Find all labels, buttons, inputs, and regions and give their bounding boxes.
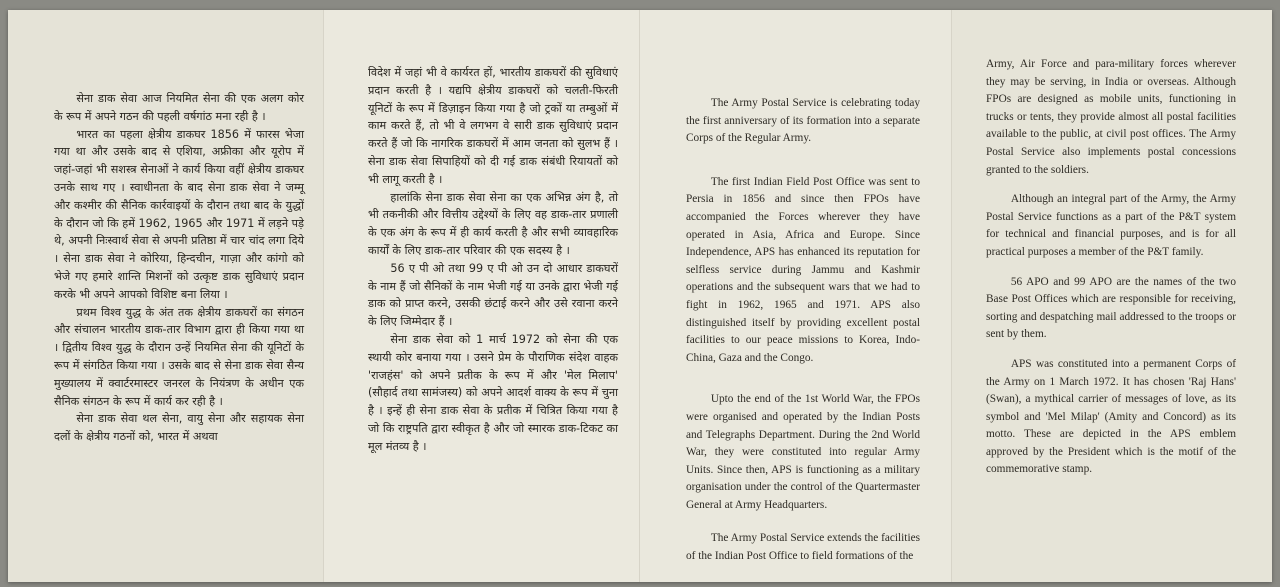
hindi-paragraph-organisation: प्रथम विश्व युद्ध के अंत तक क्षेत्रीय डाकघरों का संगठन और संचालन भारतीय डाक-तार विभाग द्वारा ही किया गया था । द्वितीय विश्व युद्ध के दौरान उन्हें नियमित सेना की यूनिटों के रूप में संगठित किया गया । उसके बाद से सेना डाक सेवा सैन्य मुख्यालय में क्वार्टरमास्टर जनरल के नियंत्रण के अधीन एक सैनिक संगठन के रूप में कार्य कर रही है । bbox=[54, 305, 304, 408]
panel-english-right bbox=[952, 10, 1272, 582]
hindi-paragraph-base-offices: 56 ए पी ओ तथा 99 ए पी ओ उन दो आधार डाकघरों के नाम हैं जो सैनिकों के नाम भेजी गई या उनके द्वारा भेजी गई डाक को प्राप्त करने, उसकी छंटाई करने और उसे रवाना करने के लिए जिम्मेदार हैं । bbox=[368, 261, 618, 329]
english-paragraph-anniversary: The Army Postal Service is celebrating today the first anniversary of its formation into a separate Corps of the Regular Army. bbox=[686, 97, 920, 145]
english-paragraph-history: The first Indian Field Post Office was sent to Persia in 1856 and since then FPOs have accompanied the Forces wherever they have operated in Asia, Africa and Europe. Since Independence, APS has enhanced its reputation for selfless service during Jammu and Kashmir operations and the subsequent wars that we had to fight in 1962, 1965 and 1971. APS also distinguished itself by providing excellent postal facilities to our peace missions to Korea, Indo-China, Gaza and the Congo. bbox=[686, 175, 920, 364]
english-paragraph-services-start: The Army Postal Service extends the facilities of the Indian Post Office to field formations of the bbox=[686, 532, 920, 563]
panel-english-left bbox=[640, 10, 952, 582]
english-paragraph-base-offices: 56 APO and 99 APO are the names of the two Base Post Offices which are responsible for receiving, sorting and despatching mail addressed to the troops or sent by them. bbox=[986, 275, 1236, 341]
english-paragraph-organisation: Upto the end of the 1st World War, the FPOs were organised and operated by the Indian Posts and Telegraphs Department. During the 2nd World War, they were constituted into regular Army Units. Since then, APS is functioning as a military organisation under the control of the Quartermaster General at Army Headquarters. bbox=[686, 393, 920, 511]
hindi-paragraph-anniversary: सेना डाक सेवा आज नियमित सेना की एक अलग कोर के रूप में अपने गठन की पहली वर्षगांठ मना रही है । bbox=[54, 92, 304, 123]
english-text-block-2 bbox=[986, 56, 1236, 491]
panel-hindi-right bbox=[324, 10, 640, 582]
hindi-paragraph-services-cont: विदेश में जहां भी वे कार्यरत हों, भारतीय डाकघरों की सुविधाएं प्रदान करती है । यद्यपि क्षेत्रीय डाकघरों को चलती-फिरती यूनिटों के रूप में डिज़ाइन किया गया है जो ट्रकों या तम्बुओं में काम करते हैं, तो भी वे लगभग वे सारी डाक सुविधाएं प्रदान करते हैं जो कि नागरिक डाकघरों में आम जनता को सुलभ हैं । सेना डाक सेवा सिपाहियों को दी गई डाक संबंधी रियायतों को भी लागू करती है । bbox=[368, 66, 618, 186]
hindi-paragraph-services-start: सेना डाक सेवा थल सेना, वायु सेना और सहायक सेना दलों के क्षेत्रीय गठनों को, भारत में अथवा bbox=[54, 412, 304, 444]
panel-hindi-left bbox=[8, 10, 324, 582]
english-text-block-1 bbox=[686, 95, 920, 578]
hindi-paragraph-emblem: सेना डाक सेवा को 1 मार्च 1972 को सेना की एक स्थायी कोर बनाया गया । उसने प्रेम के पौराणिक संदेश वाहक 'राजहंस' को अपने प्रतीक के रूप में और 'मेल मिलाप' (सौहार्द तथा सामंजस्य) को अपने आदर्श वाक्य के रूप में चुना है । इन्हें ही सेना डाक सेवा के प्रतीक में चित्रित किया गया है जो कि राष्ट्रपति द्वारा स्वीकृत है और जो स्मारक डाक-टिकट का मूल मंतव्य है । bbox=[368, 332, 618, 453]
hindi-text-block-1 bbox=[54, 90, 304, 446]
english-paragraph-services-cont: Army, Air Force and para-military forces wherever they may be serving, in India or overseas. Although FPOs are designed as mobile units, functioning in trucks or tents, they provide almost all postal facilities available to the public, at civil post offices. The Army Postal Service also implements postal concessions granted to the soldiers. bbox=[986, 58, 1236, 176]
english-paragraph-pt-system: Although an integral part of the Army, the Army Postal Service functions as a part of the P&T system for technical and financial purposes, and is for all practical purposes a member of the P&T family. bbox=[986, 193, 1236, 258]
hindi-text-block-2 bbox=[368, 64, 618, 456]
hindi-paragraph-history: भारत का पहला क्षेत्रीय डाकघर 1856 में फारस भेजा गया था और उसके बाद से एशिया, अफ्रीका और यूरोप में जहां-जहां भी सशस्त्र सेनाओं ने कार्य किया वहीं क्षेत्रीय डाकघर उनके साथ गए । स्वाधीनता के बाद सेना डाक सेवा ने जम्मू और कश्मीर की सैनिक कार्रवाइयों के दौरान तथा बाद के युद्धों के दौरान जो कि हमें 1962, 1965 और 1971 में लड़ने पड़े थे, अपनी निःस्वार्थ सेवा से अपनी प्रतिष्ठा में चार चांद लगा दिये । सेना डाक सेवा ने कोरिया, हिन्दचीन, गाज़ा और कांगो को भेजे गए हमारे शान्ति मिशनों को उत्कृष्ट डाक सुविधाएं प्रदान करके भी अपने आपको विशिष्ट बना लिया । bbox=[54, 127, 304, 301]
english-paragraph-emblem: APS was constituted into a permanent Corps of the Army on 1 March 1972. It has chosen 'Raj Hans' (Swan), a mythical carrier of messages of love, as its symbol and 'Mel Milap' (Amity and Concord) as its motto. These are depicted in the APS emblem approved by the President which is the motif of the commemorative stamp. bbox=[986, 357, 1236, 476]
hindi-paragraph-pt-system: हालांकि सेना डाक सेवा सेना का एक अभिन्न अंग है, तो भी तकनीकी और वित्तीय उद्देश्यों के लिए वह डाक-तार प्रणाली के एक अंग के रूप में ही कार्य करती है और सभी व्यावहारिक कार्यों के लिए डाक-तार परिवार की एक सदस्य है । bbox=[368, 190, 618, 257]
brochure-sheet bbox=[8, 10, 1272, 582]
